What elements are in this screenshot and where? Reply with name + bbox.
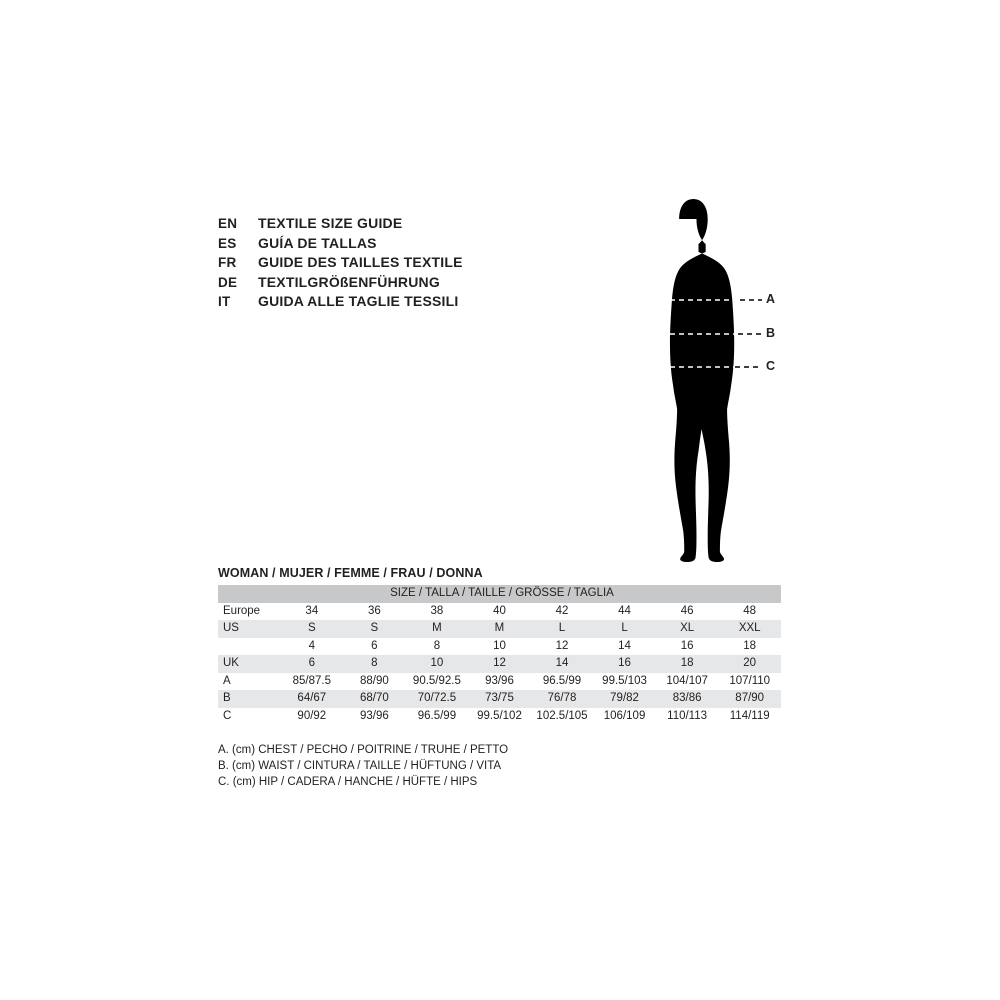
cell: 12 xyxy=(468,655,531,673)
cell: 34 xyxy=(281,603,344,621)
title-text-de: TEXTILGRÖßENFÜHRUNG xyxy=(258,273,440,290)
cell: 114/119 xyxy=(718,708,781,726)
cell: 96.5/99 xyxy=(406,708,469,726)
table-row xyxy=(218,708,781,726)
cell: 20 xyxy=(718,655,781,673)
cell: 104/107 xyxy=(656,673,719,691)
table-row xyxy=(218,655,781,673)
cell: 79/82 xyxy=(593,690,656,708)
cell: XL xyxy=(656,620,719,638)
row-label-europe: Europe xyxy=(218,603,281,621)
title-row-en xyxy=(218,215,638,235)
cell: 6 xyxy=(343,638,406,656)
cell: 46 xyxy=(656,603,719,621)
cell: 90.5/92.5 xyxy=(406,673,469,691)
cell: 18 xyxy=(718,638,781,656)
cell: 12 xyxy=(531,638,594,656)
cell: 96.5/99 xyxy=(531,673,594,691)
cell: M xyxy=(406,620,469,638)
cell: 102.5/105 xyxy=(531,708,594,726)
title-row-fr xyxy=(218,254,638,274)
row-label-uk: UK xyxy=(218,655,281,673)
cell: 64/67 xyxy=(281,690,344,708)
language-code-de: DE xyxy=(218,274,238,290)
cell: M xyxy=(468,620,531,638)
language-code-en: EN xyxy=(218,216,238,231)
cell: 4 xyxy=(281,638,344,656)
cell: 110/113 xyxy=(656,708,719,726)
cell: 38 xyxy=(406,603,469,621)
cell: 107/110 xyxy=(718,673,781,691)
cell: 10 xyxy=(468,638,531,656)
title-row-it xyxy=(218,293,638,313)
legend-line-c: C. (cm) HIP / CADERA / HANCHE / HÜFTE / HIPS xyxy=(218,776,478,788)
measure-label-a: A xyxy=(766,292,776,306)
measurement-legend xyxy=(218,742,718,790)
table-row xyxy=(218,690,781,708)
language-code-es: ES xyxy=(218,235,237,251)
cell: 73/75 xyxy=(468,690,531,708)
cell: L xyxy=(531,620,594,638)
cell: L xyxy=(593,620,656,638)
table-row xyxy=(218,603,781,621)
cell: 99.5/103 xyxy=(593,673,656,691)
table-row xyxy=(218,638,781,656)
row-label-us-numeric xyxy=(218,638,281,656)
cell: 88/90 xyxy=(343,673,406,691)
row-label-us: US xyxy=(218,620,281,638)
language-code-fr: FR xyxy=(218,255,237,270)
cell: 6 xyxy=(281,655,344,673)
measure-label-b: B xyxy=(766,326,776,340)
row-label-c: C xyxy=(218,708,281,726)
measure-label-c: C xyxy=(766,359,776,373)
table-row xyxy=(218,673,781,691)
title-text-fr: GUIDE DES TAILLES TEXTILE xyxy=(258,254,463,270)
size-table xyxy=(218,585,781,725)
cell: XXL xyxy=(718,620,781,638)
cell: 83/86 xyxy=(656,690,719,708)
cell: 42 xyxy=(531,603,594,621)
legend-line-a: A. (cm) CHEST / PECHO / POITRINE / TRUHE / PETTO xyxy=(218,744,509,756)
cell: 93/96 xyxy=(468,673,531,691)
cell: 90/92 xyxy=(281,708,344,726)
cell: 93/96 xyxy=(343,708,406,726)
cell: 16 xyxy=(656,638,719,656)
title-text-it: GUIDA ALLE TAGLIE TESSILI xyxy=(258,293,459,309)
table-row xyxy=(218,620,781,638)
row-label-b: B xyxy=(218,690,281,708)
cell: 36 xyxy=(343,603,406,621)
table-header-row xyxy=(218,585,781,603)
female-silhouette-figure xyxy=(630,195,810,580)
size-table-area xyxy=(218,566,781,725)
cell: 14 xyxy=(593,638,656,656)
cell: 87/90 xyxy=(718,690,781,708)
cell: 99.5/102 xyxy=(468,708,531,726)
cell: 106/109 xyxy=(593,708,656,726)
title-text-es: GUÍA DE TALLAS xyxy=(258,234,377,251)
cell: S xyxy=(281,620,344,638)
table-category-title: WOMAN / MUJER / FEMME / FRAU / DONNA xyxy=(218,566,483,580)
title-row-de xyxy=(218,274,638,294)
cell: 85/87.5 xyxy=(281,673,344,691)
table-header-label: SIZE / TALLA / TAILLE / GRÖSSE / TAGLIA xyxy=(218,585,781,603)
cell: 48 xyxy=(718,603,781,621)
cell: 70/72.5 xyxy=(406,690,469,708)
cell: 8 xyxy=(343,655,406,673)
language-code-it: IT xyxy=(218,294,231,309)
cell: 76/78 xyxy=(531,690,594,708)
cell: 14 xyxy=(531,655,594,673)
size-guide-title-block xyxy=(218,215,638,313)
title-row-es xyxy=(218,235,638,255)
measurement-guides xyxy=(630,195,810,580)
cell: 44 xyxy=(593,603,656,621)
cell: 18 xyxy=(656,655,719,673)
legend-line-b: B. (cm) WAIST / CINTURA / TAILLE / HÜFTUNG / VITA xyxy=(218,760,502,772)
cell: 68/70 xyxy=(343,690,406,708)
title-text-en: TEXTILE SIZE GUIDE xyxy=(258,215,403,231)
cell: 16 xyxy=(593,655,656,673)
cell: 40 xyxy=(468,603,531,621)
cell: 10 xyxy=(406,655,469,673)
row-label-a: A xyxy=(218,673,281,691)
cell: 8 xyxy=(406,638,469,656)
cell: S xyxy=(343,620,406,638)
